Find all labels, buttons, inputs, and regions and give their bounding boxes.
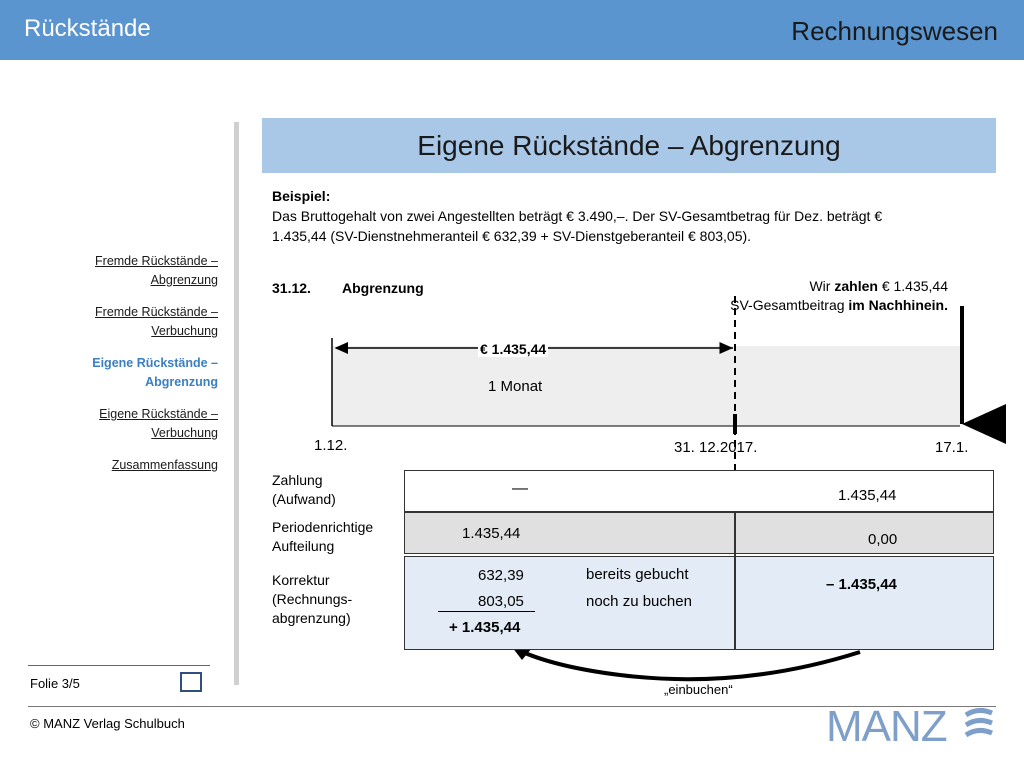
svg-text:MANZ: MANZ [826, 703, 947, 745]
nav-item-label: Abgrenzung [145, 375, 218, 389]
einbuchen-label: „einbuchen“ [664, 682, 733, 697]
slide-number: Folie 3/5 [30, 676, 80, 691]
korrektur-note-2: noch zu buchen [586, 593, 692, 610]
table-column-divider [734, 512, 736, 650]
sum-underline [438, 611, 535, 612]
timeline-mid-date: 31. 12.2017. [674, 439, 758, 456]
nav-item-label: Fremde Rückstände – [95, 305, 218, 319]
korrektur-value-1: 632,39 [478, 567, 524, 584]
nav-item-label: Zusammenfassung [111, 458, 218, 472]
example-line-2: 1.435,44 (SV-Dienstnehmeranteil € 632,39 + SV-Dienstgeberanteil € 803,05). [272, 228, 752, 244]
example-line-1: Das Bruttogehalt von zwei Angestellten beträgt € 3.490,–. Der SV-Gesamtbetrag für Dez. beträgt € [272, 208, 883, 224]
payment-note-line-1: Wir zahlen € 1.435,44 [809, 278, 948, 294]
copyright-text: © MANZ Verlag Schulbuch [30, 716, 185, 731]
korrektur-value-2: 803,05 [478, 593, 524, 610]
header-title-left: Rückstände [24, 15, 151, 42]
korrektur-note-1: bereits gebucht [586, 566, 689, 583]
zahlung-right-value: 1.435,44 [838, 487, 897, 504]
nav-item-label: Verbuchung [151, 324, 218, 338]
timeline-start-date: 1.12. [314, 437, 348, 454]
nav-item-label: Fremde Rückstände – [95, 254, 218, 268]
row-label-zahlung: Zahlung (Aufwand) [272, 472, 336, 507]
row-label-korrektur: Korrektur (Rechnungs- abgrenzung) [272, 572, 353, 626]
einbuchen-arrow [518, 650, 860, 679]
nav-item-label: Eigene Rückstände – [92, 356, 218, 370]
korrektur-right-value: – 1.435,44 [826, 576, 897, 593]
row-label-aufteilung: Periodenrichtige Aufteilung [272, 519, 374, 554]
period-duration: 1 Monat [488, 378, 543, 395]
nav-item-label: Abgrenzung [150, 273, 218, 287]
korrektur-sum: + 1.435,44 [449, 619, 521, 636]
period-amount: € 1.435,44 [480, 341, 547, 357]
timeline-end-date: 17.1. [935, 439, 969, 456]
nav-item-label: Verbuchung [151, 426, 218, 440]
zahlung-left-value: — [512, 480, 528, 497]
table-row-zahlung [404, 470, 994, 512]
example-heading: Beispiel: [272, 188, 331, 204]
aufteilung-right-value: 0,00 [868, 531, 898, 548]
date-label: 31.12. [272, 280, 311, 296]
aufteilung-left-value: 1.435,44 [462, 525, 521, 542]
nav-item-label: Eigene Rückstände – [99, 407, 218, 421]
section-label: Abgrenzung [342, 280, 424, 296]
slide-title: Eigene Rückstände – Abgrenzung [262, 118, 996, 173]
payment-note-line-2: SV-Gesamtbeitrag im Nachhinein. [730, 297, 948, 313]
header-title-right: Rechnungswesen [791, 16, 998, 46]
